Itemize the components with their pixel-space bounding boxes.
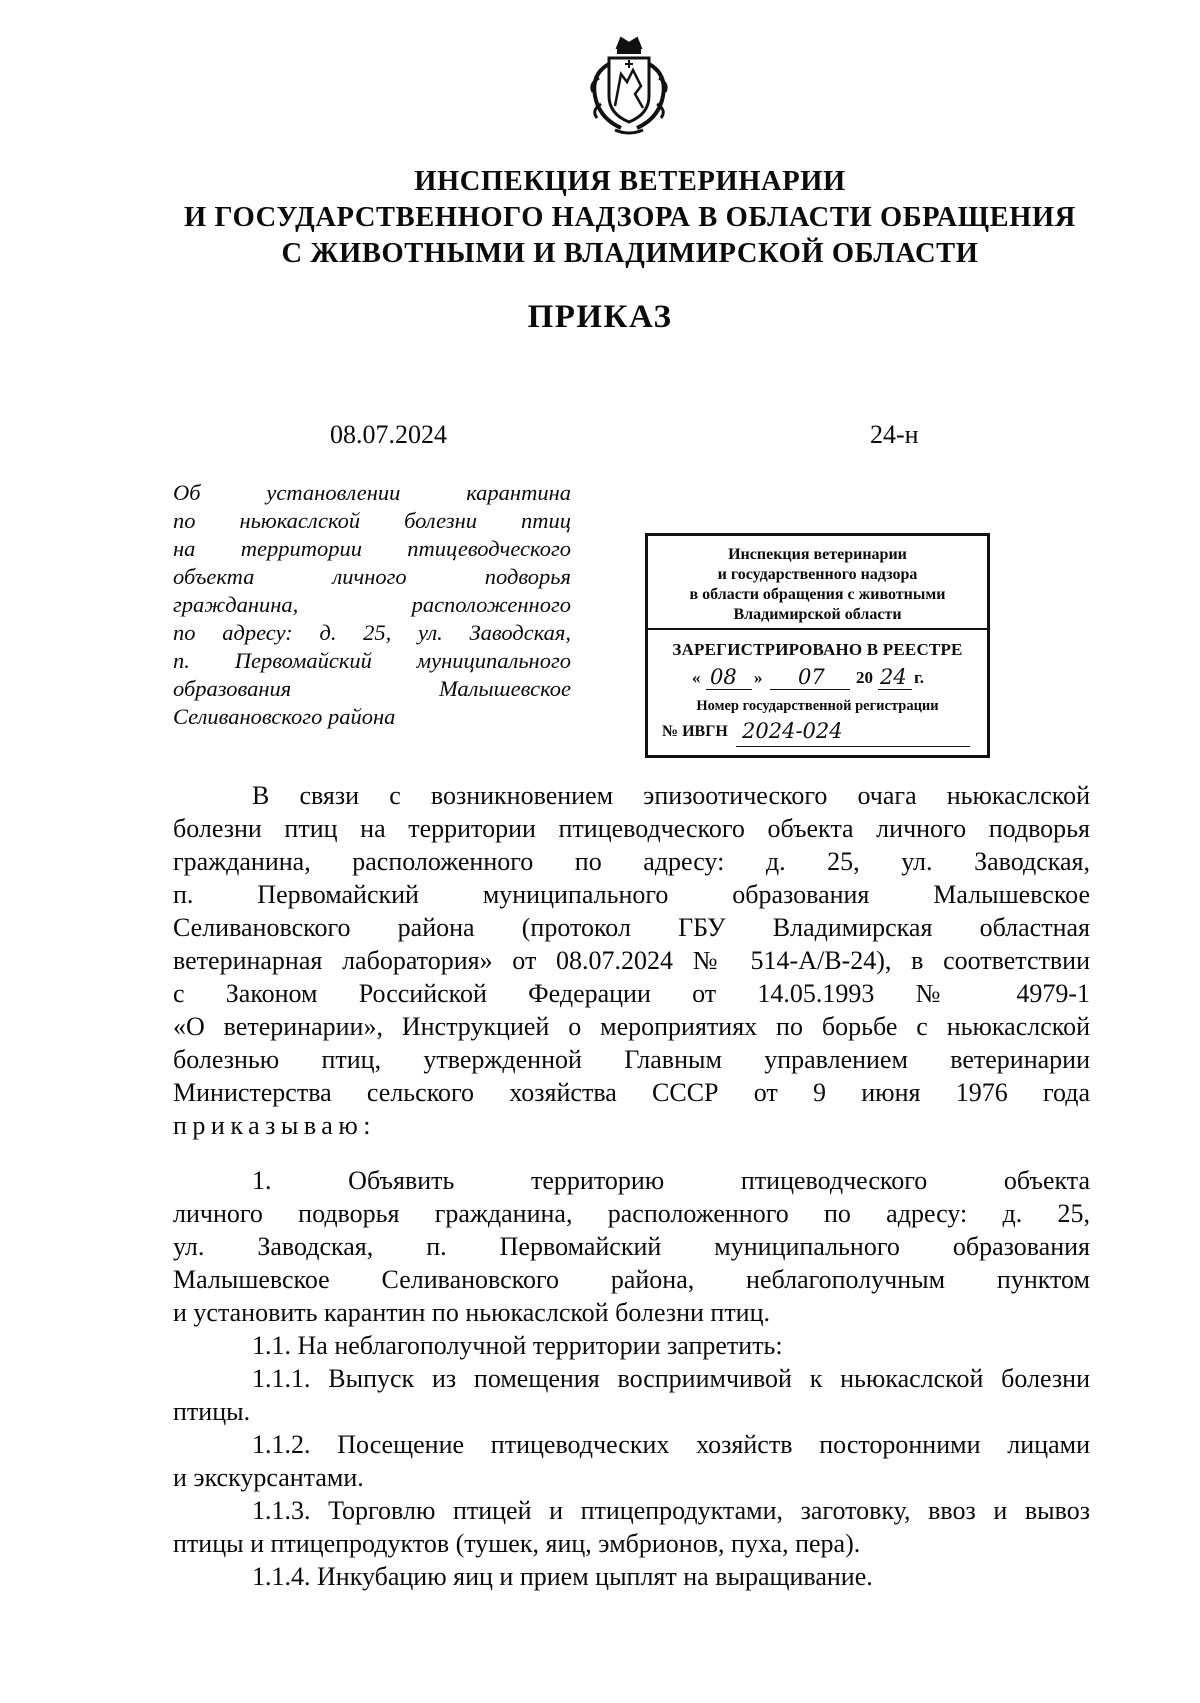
orders-word: приказываю:	[173, 1111, 376, 1140]
body-line: «О ветеринарии», Инструкцией о мероприятиях по борьбе с ньюкаслской	[173, 1012, 1090, 1041]
stamp-year-prefix: 20	[856, 668, 873, 687]
header-line-1: ИНСПЕКЦИЯ ВЕТЕРИНАРИИ	[414, 166, 846, 197]
body-line: гражданина, расположенного по адресу: д. 25, ул. Заводская,	[173, 847, 1090, 876]
stamp-org-line: в области обращения с животными	[689, 586, 946, 603]
subject-line: на территории птицеводческого	[173, 536, 571, 561]
stamp-org-line: и государственного надзора	[717, 566, 918, 583]
document-type-title: ПРИКАЗ	[527, 299, 673, 335]
stamp-day-handwritten: 08	[710, 665, 737, 689]
header-line-2: И ГОСУДАРСТВЕННОГО НАДЗОРА В ОБЛАСТИ ОБРАЩЕНИЯ	[184, 202, 1076, 233]
item-1-1-1-line: 1.1.1. Выпуск из помещения восприимчивой к ньюкаслской болезни	[252, 1364, 1090, 1393]
stamp-quote-open: «	[692, 668, 701, 687]
subject-line: Об установлении карантина	[173, 480, 571, 505]
stamp-year-unit: г.	[914, 668, 925, 687]
body-line: болезнью птиц, утвержденной Главным управлением ветеринарии	[173, 1045, 1090, 1074]
subject-line: по ньюкаслской болезни птиц	[173, 508, 571, 533]
item-1-1-1-line: птицы.	[173, 1397, 251, 1426]
body-line: Министерства сельского хозяйства СССР от 9 июня 1976 года	[173, 1078, 1090, 1107]
stamp-organization	[648, 536, 987, 630]
stamp-registered-label: ЗАРЕГИСТРИРОВАНО В РЕЕСТРЕ	[672, 640, 963, 659]
stamp-month-handwritten: 07	[798, 665, 825, 689]
registration-stamp	[645, 533, 990, 758]
item-1-line: и установить карантин по ньюкаслской болезни птиц.	[173, 1298, 771, 1327]
stamp-registration-date	[648, 665, 987, 692]
item-1-1-4-line: 1.1.4. Инкубацию яиц и прием цыплят на выращивание.	[252, 1562, 873, 1591]
item-1-line: ул. Заводская, п. Первомайский муниципального образования	[173, 1232, 1090, 1261]
order-number: 24-н	[870, 420, 919, 449]
order-items	[173, 1164, 1090, 1593]
stamp-month-underline	[770, 689, 850, 690]
stamp-reg-prefix: № ИВГН	[662, 723, 728, 740]
body-line: болезни птиц на территории птицеводческого объекта личного подворья	[173, 814, 1090, 843]
subject-line: по адресу: д. 25, ул. Заводская,	[173, 620, 571, 645]
stamp-day-underline	[706, 689, 752, 690]
subject-line: образования Малышевское	[173, 676, 571, 701]
stamp-reg-number-handwritten: 2024-024	[742, 719, 843, 743]
stamp-org-line: Владимирской области	[733, 606, 902, 623]
stamp-reg-number-label: Номер государственной регистрации	[696, 698, 939, 714]
stamp-year-underline	[878, 689, 912, 690]
item-1-1-2-line: 1.1.2. Посещение птицеводческих хозяйств посторонними лицами	[252, 1430, 1090, 1459]
stamp-quote-close: »	[754, 668, 763, 687]
body-line: п. Первомайский муниципального образования Малышевское	[173, 880, 1090, 909]
body-line: Селивановского района (протокол ГБУ Владимирская областная	[173, 913, 1090, 942]
coat-of-arms-emblem	[585, 34, 673, 138]
item-1-line: 1. Объявить территорию птицеводческого объекта	[252, 1166, 1090, 1195]
issuing-authority-header	[100, 164, 1160, 272]
item-1-1-3-line: 1.1.3. Торговлю птицей и птицепродуктами, заготовку, ввоз и вывоз	[252, 1496, 1090, 1525]
subject-line: Селивановского района	[173, 704, 396, 729]
body-line: ветеринарная лаборатория» от 08.07.2024 № 514-А/В-24), в соответствии	[173, 946, 1090, 975]
subject-line: гражданина, расположенного	[173, 592, 571, 617]
item-1-line: Малышевское Селивановского района, неблагополучным пунктом	[173, 1265, 1090, 1294]
stamp-reg-number	[648, 719, 987, 749]
item-1-line: личного подворья гражданина, расположенного по адресу: д. 25,	[173, 1199, 1090, 1228]
body-line: с Законом Российской Федерации от 14.05.1993 № 4979-1	[173, 979, 1090, 1008]
stamp-reg-underline	[736, 746, 970, 747]
stamp-year-handwritten: 24	[880, 665, 907, 689]
stamp-org-line: Инспекция ветеринарии	[728, 546, 907, 563]
body-line: В связи с возникновением эпизоотического очага ньюкаслской	[252, 781, 1090, 810]
item-1-1-2-line: и экскурсантами.	[173, 1463, 364, 1492]
header-line-3: С ЖИВОТНЫМИ И ВЛАДИМИРСКОЙ ОБЛАСТИ	[281, 238, 979, 269]
order-preamble	[173, 779, 1090, 1142]
order-subject	[173, 479, 571, 731]
order-date: 08.07.2024	[330, 420, 447, 449]
item-1-1-3-line: птицы и птицепродуктов (тушек, яиц, эмбрионов, пуха, пера).	[173, 1529, 861, 1558]
item-1-1-line: 1.1. На неблагополучной территории запретить:	[252, 1331, 783, 1360]
subject-line: объекта личного подворья	[173, 564, 571, 589]
subject-line: п. Первомайский муниципального	[173, 648, 571, 673]
